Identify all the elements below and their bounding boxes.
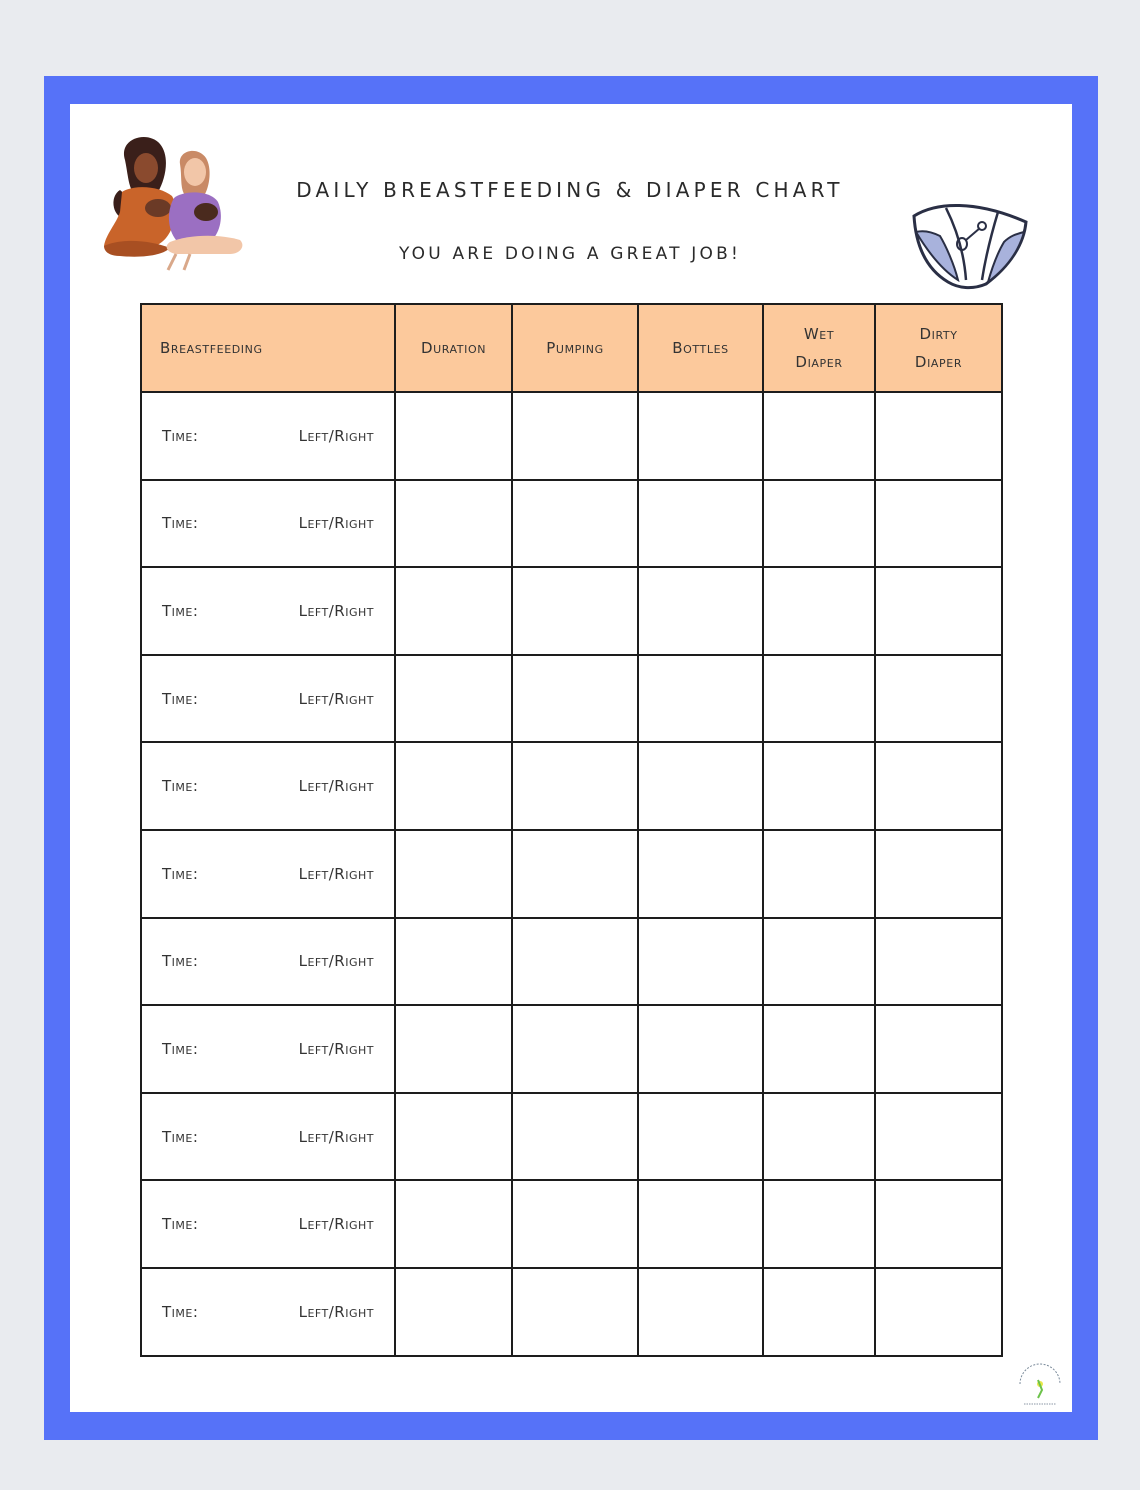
side-label: Left/Right <box>298 864 374 883</box>
pumping-cell[interactable] <box>512 480 638 568</box>
table-row <box>141 918 1002 1006</box>
dirty-diaper-cell[interactable] <box>875 1180 1002 1268</box>
breastfeeding-cell[interactable] <box>141 918 395 1006</box>
time-label: Time: <box>162 426 199 445</box>
dirty-diaper-cell[interactable] <box>875 655 1002 743</box>
header-bottles: Bottles <box>638 304 763 392</box>
bottles-cell[interactable] <box>638 655 763 743</box>
header-dirty-diaper: Dirty Diaper <box>875 304 1002 392</box>
logo-badge-icon <box>1010 1356 1070 1412</box>
duration-cell[interactable] <box>395 1005 512 1093</box>
pumping-cell[interactable] <box>512 1093 638 1181</box>
duration-cell[interactable] <box>395 655 512 743</box>
bottles-cell[interactable] <box>638 1180 763 1268</box>
dirty-diaper-cell[interactable] <box>875 1093 1002 1181</box>
duration-cell[interactable] <box>395 830 512 918</box>
side-label: Left/Right <box>298 514 374 533</box>
table-row <box>141 1093 1002 1181</box>
breastfeeding-cell[interactable] <box>141 567 395 655</box>
breastfeeding-cell[interactable] <box>141 1093 395 1181</box>
duration-cell[interactable] <box>395 567 512 655</box>
wet-diaper-cell[interactable] <box>763 1005 875 1093</box>
duration-cell[interactable] <box>395 480 512 568</box>
dirty-diaper-cell[interactable] <box>875 830 1002 918</box>
page-subtitle: YOU ARE DOING A GREAT JOB! <box>399 244 741 264</box>
table-row <box>141 742 1002 830</box>
dirty-diaper-cell[interactable] <box>875 742 1002 830</box>
time-label: Time: <box>162 1127 199 1146</box>
wet-diaper-cell[interactable] <box>763 1268 875 1356</box>
bottles-cell[interactable] <box>638 567 763 655</box>
pumping-cell[interactable] <box>512 392 638 480</box>
wet-diaper-cell[interactable] <box>763 480 875 568</box>
side-label: Left/Right <box>298 1215 374 1234</box>
breastfeeding-cell[interactable] <box>141 480 395 568</box>
breastfeeding-cell[interactable] <box>141 1005 395 1093</box>
bottles-cell[interactable] <box>638 742 763 830</box>
table-row <box>141 1005 1002 1093</box>
pumping-cell[interactable] <box>512 567 638 655</box>
wet-diaper-cell[interactable] <box>763 1180 875 1268</box>
table-row <box>141 1268 1002 1356</box>
side-label: Left/Right <box>298 1127 374 1146</box>
table-row <box>141 392 1002 480</box>
wet-diaper-cell[interactable] <box>763 918 875 1006</box>
time-label: Time: <box>162 514 199 533</box>
dirty-diaper-cell[interactable] <box>875 1005 1002 1093</box>
time-label: Time: <box>162 1302 199 1321</box>
duration-cell[interactable] <box>395 1268 512 1356</box>
dirty-diaper-cell[interactable] <box>875 480 1002 568</box>
bottles-cell[interactable] <box>638 1093 763 1181</box>
time-label: Time: <box>162 689 199 708</box>
duration-cell[interactable] <box>395 742 512 830</box>
duration-cell[interactable] <box>395 918 512 1006</box>
time-label: Time: <box>162 864 199 883</box>
header-duration: Duration <box>395 304 512 392</box>
breastfeeding-cell[interactable] <box>141 655 395 743</box>
table-header-row <box>141 304 1002 392</box>
table-row <box>141 567 1002 655</box>
side-label: Left/Right <box>298 689 374 708</box>
time-label: Time: <box>162 1039 199 1058</box>
breastfeeding-cell[interactable] <box>141 392 395 480</box>
time-label: Time: <box>162 601 199 620</box>
breastfeeding-cell[interactable] <box>141 830 395 918</box>
time-label: Time: <box>162 777 199 796</box>
wet-diaper-cell[interactable] <box>763 392 875 480</box>
header-wet-diaper: Wet Diaper <box>763 304 875 392</box>
pumping-cell[interactable] <box>512 918 638 1006</box>
side-label: Left/Right <box>298 1302 374 1321</box>
pumping-cell[interactable] <box>512 1268 638 1356</box>
bottles-cell[interactable] <box>638 918 763 1006</box>
diaper-icon <box>906 192 1034 296</box>
wet-diaper-cell[interactable] <box>763 1093 875 1181</box>
dirty-diaper-cell[interactable] <box>875 918 1002 1006</box>
wet-diaper-cell[interactable] <box>763 830 875 918</box>
dirty-diaper-cell[interactable] <box>875 567 1002 655</box>
wet-diaper-cell[interactable] <box>763 655 875 743</box>
pumping-cell[interactable] <box>512 830 638 918</box>
bottles-cell[interactable] <box>638 1268 763 1356</box>
page-title: DAILY BREASTFEEDING & DIAPER CHART <box>296 178 844 202</box>
wet-diaper-cell[interactable] <box>763 742 875 830</box>
duration-cell[interactable] <box>395 1093 512 1181</box>
side-label: Left/Right <box>298 952 374 971</box>
table-row <box>141 1180 1002 1268</box>
table-row <box>141 480 1002 568</box>
bottles-cell[interactable] <box>638 830 763 918</box>
tracking-table <box>140 303 1003 1357</box>
breastfeeding-cell[interactable] <box>141 742 395 830</box>
header-pumping: Pumping <box>512 304 638 392</box>
bottles-cell[interactable] <box>638 392 763 480</box>
table-row <box>141 655 1002 743</box>
table-row <box>141 830 1002 918</box>
time-label: Time: <box>162 952 199 971</box>
side-label: Left/Right <box>298 426 374 445</box>
wet-diaper-cell[interactable] <box>763 567 875 655</box>
pumping-cell[interactable] <box>512 1180 638 1268</box>
breastfeeding-cell[interactable] <box>141 1180 395 1268</box>
pumping-cell[interactable] <box>512 655 638 743</box>
dirty-diaper-cell[interactable] <box>875 1268 1002 1356</box>
time-label: Time: <box>162 1215 199 1234</box>
duration-cell[interactable] <box>395 1180 512 1268</box>
duration-cell[interactable] <box>395 392 512 480</box>
header-breastfeeding: Breastfeeding <box>141 304 395 392</box>
side-label: Left/Right <box>298 1039 374 1058</box>
side-label: Left/Right <box>298 601 374 620</box>
pumping-cell[interactable] <box>512 1005 638 1093</box>
pumping-cell[interactable] <box>512 742 638 830</box>
bottles-cell[interactable] <box>638 1005 763 1093</box>
dirty-diaper-cell[interactable] <box>875 392 1002 480</box>
breastfeeding-cell[interactable] <box>141 1268 395 1356</box>
bottles-cell[interactable] <box>638 480 763 568</box>
side-label: Left/Right <box>298 777 374 796</box>
